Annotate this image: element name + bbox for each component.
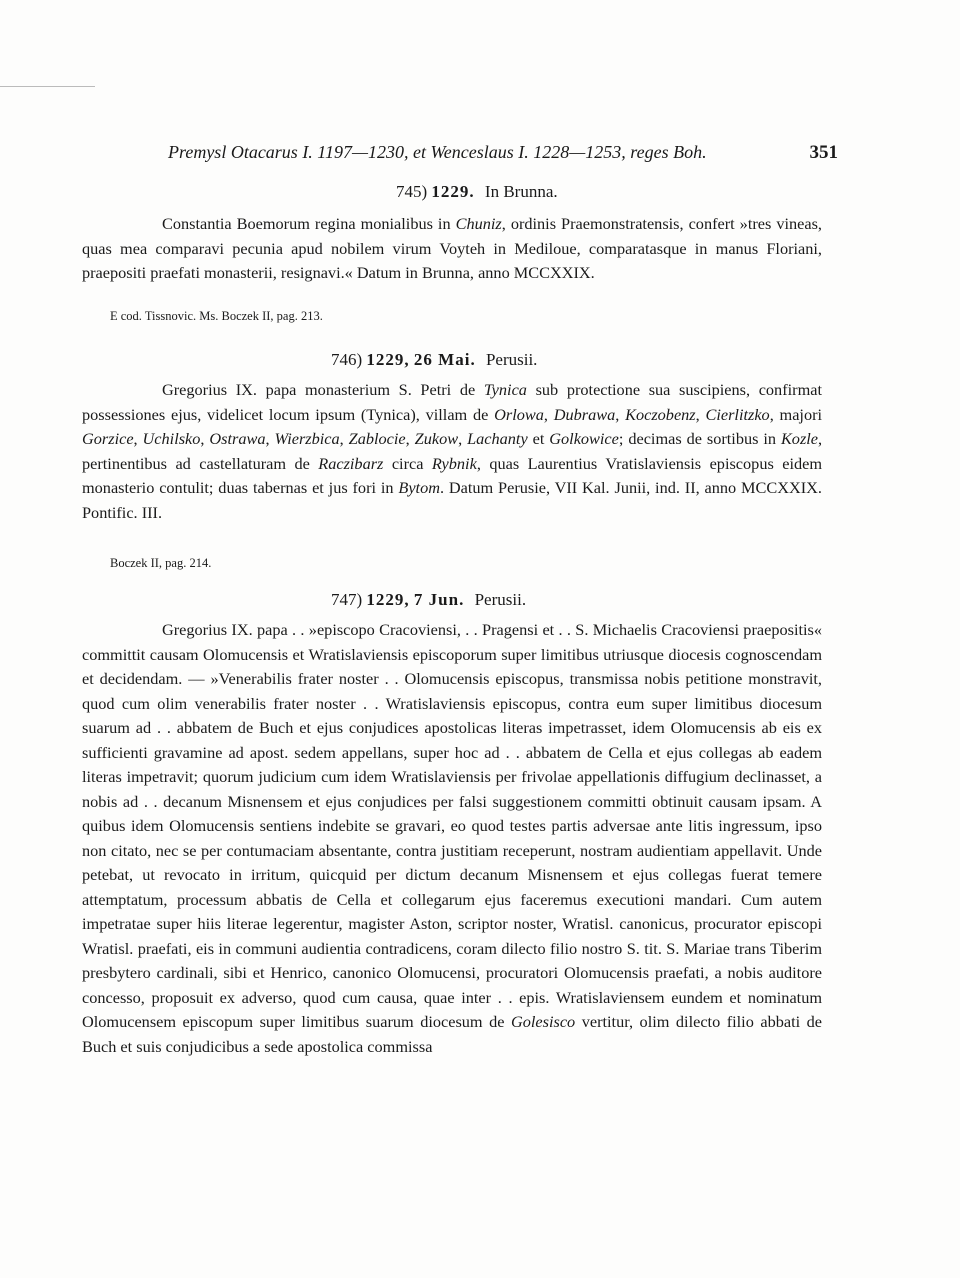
entry-date: 26 Mai. [413,350,476,369]
entry-paragraph: Constantia Boemorum regina monialibus in Chuniz, ordinis Praemonstratensis, confert »tres vineas, quas mea comparavi pecunia apud nobilem virum Voyteh in Mediloue, comparatasque in manus Floriani, praepositi praefati monasterii, resignavi.« Datum in Brunna, anno MCCXXIX. [82,214,822,282]
entry-place: Perusii. [485,350,538,369]
entry-number: 746) [331,350,363,369]
scan-edge-mark [0,86,95,87]
entry-number: 747) [331,590,363,609]
entry-place: Perusii. [474,590,527,609]
entry-year: 1229, [366,590,410,609]
entry-747-heading [331,590,526,610]
entry-year: 1229. [431,182,475,201]
entry-746-citation: Boczek II, pag. 214. [110,556,212,570]
entry-place: In Brunna. [484,182,558,201]
running-header [168,142,838,163]
entry-paragraph: Gregorius IX. papa . . »episcopo Cracoviensi, . . Pragensi et . . S. Michaelis Cracoviensi praepositis« committit causam Olomucensis et Wratislaviensis episcoporum super limitibus utriusque diocesis cognoscendam et decidendam. — »Venerabilis frater noster . . Olomucensis episcopus, transmissa nobis petitione monstravit, quod cum olim venerabilis frater noster . . Wratislaviensis episcopus, contra eum super limitibus diocesum suarum ad . . abbatem de Buch et ejus conjudices apostolicas literas impetrasset, idem Olomucensis ab eis ex sufficienti gravamine ad apost. sedem appellans, super hoc ad . . abbatem de Cella et ejus collegas ab eadem literas impetravit; quorum judicium cum idem Wratislaviensis per frivolae appellationis diffugium declinasset, a nobis ad . . decanum Misnensem et ejus conjudices per falsi suggestionem committi obtinuit causam ipsam. A quibus idem Olomucensis sentiens indebite se gravari, eo quod testes partis adversae ante litis ingressum, ipso non citato, nec se per contumaciam absentante, contra justitiam receperunt, nostram audientiam appellavit. Unde petebat, ut revocato in irritum, quicquid per dictum decanum Misnensem et ejus collegas fuerat temere attemptatum, processum abbatis de Cella et collegarum ejus faceremus executioni mandari. Cum autem impetratae super hiis literae legerentur, magister Aston, scriptor noster, Wratisl. canonicus, procurator episcopi Wratisl. praefati, eis in communi audientia contradicens, coram dilecto filio nostro S. tit. S. Mariae trans Tiberim presbytero cardinali, sibi et Henrico, canonico Olomucensi, procuratori Olomucensis praefati, a nobis auditore concesso, proposuit ex adverso, quod cum causa, quae inter . . epis. Wratislaviensem eundem et nominatum Olomucensem episcopum super limitibus suarum diocesum de Golesisco vertitur, olim dilecto filio abbati de Buch et suis conjudicibus a sede apostolica commissa [82,620,823,1056]
entry-745-citation: E cod. Tissnovic. Ms. Boczek II, pag. 213. [110,309,323,323]
running-title: Premysl Otacarus I. 1197—1230, et Wenceslaus I. 1228—1253, reges Boh. [168,142,707,162]
entry-745-heading [396,182,558,202]
entry-year: 1229, [366,350,410,369]
entry-746-text [82,378,822,525]
entry-number: 745) [396,182,428,201]
entry-746-heading [331,350,537,370]
entry-paragraph: Gregorius IX. papa monasterium S. Petri de Tynica sub protectione sua suscipiens, confirmat possessiones ejus, videlicet locum ipsum (Tynica), villam de Orlowa, Dubrawa, Koczobenz, Cierlitzko, majori Gorzice, Uchilsko, Ostrawa, Wierzbica, Zablocie, Zukow, Lachanty et Golkowice; decimas de sortibus in Kozle, pertinentibus ad castellaturam de Raczibarz circa Rybnik, quas Laurentius Vratislaviensis episcopus eidem monasterio contulit; duas tabernas et jus fori in Bytom. Datum Perusie, VII Kal. Junii, ind. II, anno MCCXXIX. Pontific. III. [82,380,823,522]
entry-747-text [82,618,822,1059]
page-number: 351 [809,142,838,163]
entry-745-text [82,212,822,286]
entry-date: 7 Jun. [413,590,465,609]
